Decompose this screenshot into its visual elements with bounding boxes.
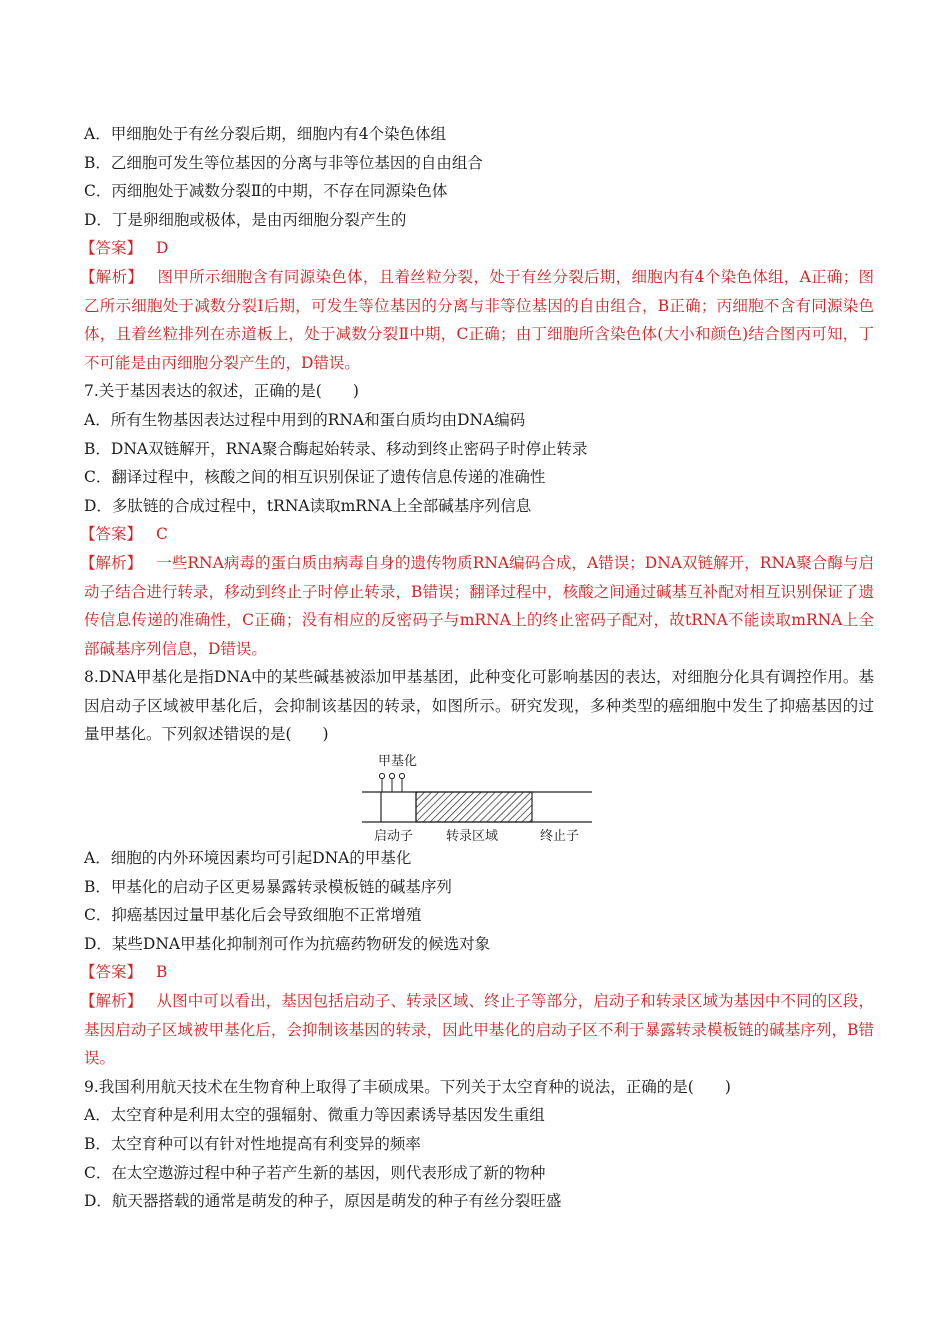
methyl-group-markers — [379, 773, 404, 792]
answer-tag: 【答案】 — [80, 963, 143, 982]
q7-stem: 7.关于基因表达的叙述，正确的是( ) — [84, 382, 359, 401]
analysis-text: 一些RNA病毒的蛋白质由病毒自身的遗传物质RNA编码合成，A错误；DNA双链解开，RNA聚合酶与启动子结合进行转录，移动到终止子时停止转录，B错误；翻译过程中，核酸之间通过碱基互补配对相互识别保证了遗传信息传递的准确性，C正确；没有相应的反密码子与mRNA上的终止密码子配对，故tRNA不能读取mRNA上全部碱基序列信息，D错误。 — [84, 553, 874, 658]
q9-stem: 9.我国利用航天技术在生物育种上取得了丰硕成果。下列关于太空育种的说法，正确的是( ) — [84, 1077, 731, 1096]
q6-option-b: B．乙细胞可发生等位基因的分离与非等位基因的自由组合 — [84, 153, 483, 172]
q8-option-a: A．细胞的内外环境因素均可引起DNA的甲基化 — [84, 849, 412, 868]
answer-value: B — [156, 963, 168, 982]
q6-option-d: D．丁是卵细胞或极体，是由丙细胞分裂产生的 — [84, 210, 407, 229]
answer-tag: 【答案】 — [80, 525, 143, 544]
q9-option-b: B．太空育种可以有针对性地提高有利变异的频率 — [84, 1135, 421, 1153]
q8-option-d: D．某些DNA甲基化抑制剂可作为抗癌药物研发的候选对象 — [84, 934, 491, 953]
q8-analysis — [80, 987, 874, 1073]
q9-option-c: C．在太空遨游过程中种子若产生新的基因，则代表形成了新的物种 — [84, 1163, 546, 1182]
document-page — [80, 120, 874, 1216]
q6-answer — [80, 234, 874, 263]
q9-option-a: A．太空育种是利用太空的强辐射、微重力等因素诱导基因发生重组 — [84, 1106, 545, 1125]
q8-stem: 8.DNA甲基化是指DNA中的某些碱基被添加甲基基团，此种变化可影响基因的表达，对细胞分化具有调控作用。基因启动子区域被甲基化后，会抑制该基因的转录，如图所示。研究发现，多种类型的癌细胞中发生了抑癌基因的过量甲基化。下列叙述错误的是( ) — [84, 668, 874, 744]
q7-option-a: A．所有生物基因表达过程中用到的RNA和蛋白质均由DNA编码 — [84, 410, 526, 429]
analysis-text: 图甲所示细胞含有同源染色体，且着丝粒分裂，处于有丝分裂后期，细胞内有4个染色体组，A正确；图乙所示细胞处于减数分裂Ⅰ后期，可发生等位基因的分离与非等位基因的自由组合，B正确；丙细胞不含有同源染色体，且着丝粒排列在赤道板上，处于减数分裂Ⅱ中期，C正确；由丁细胞所含染色体(大小和颜色)结合图丙可知，丁不可能是由丙细胞分裂产生的，D错误。 — [84, 267, 874, 372]
methylation-diagram — [84, 749, 874, 844]
analysis-tag: 【解析】 — [80, 992, 143, 1011]
analysis-tag: 【解析】 — [80, 267, 144, 286]
q7-option-b: B．DNA双链解开，RNA聚合酶起始转录、移动到终止密码子时停止转录 — [84, 439, 588, 458]
q9-option-d: D．航天器搭载的通常是萌发的种子，原因是萌发的种子有丝分裂旺盛 — [84, 1192, 562, 1211]
analysis-tag: 【解析】 — [80, 553, 143, 572]
promoter-label: 启动子 — [374, 829, 414, 845]
q7-answer — [80, 520, 874, 549]
transcribed-region-box — [416, 792, 532, 822]
q7-option-c: C．翻译过程中，核酸之间的相互识别保证了遗传信息传递的准确性 — [84, 468, 546, 487]
transcribed-region-label: 转录区域 — [446, 829, 499, 845]
answer-tag: 【答案】 — [80, 239, 143, 258]
q6-analysis — [80, 263, 874, 377]
answer-value: C — [156, 525, 168, 544]
analysis-text: 从图中可以看出，基因包括启动子、转录区域、终止子等部分，启动子和转录区域为基因中不同的区段，基因启动子区域被甲基化后，会抑制该基因的转录，因此甲基化的启动子区不利于暴露转录模板链的碱基序列，B错误。 — [84, 992, 874, 1068]
terminator-label: 终止子 — [540, 829, 580, 845]
q8-answer — [80, 958, 874, 987]
q8-option-c: C．抑癌基因过量甲基化后会导致细胞不正常增殖 — [84, 906, 422, 925]
methyl-label: 甲基化 — [378, 754, 418, 770]
gene-structure-svg — [354, 749, 594, 844]
answer-value: D — [156, 239, 169, 258]
q6-option-c: C．丙细胞处于减数分裂Ⅱ的中期，不存在同源染色体 — [84, 182, 448, 201]
q8-option-b: B．甲基化的启动子区更易暴露转录模板链的碱基序列 — [84, 877, 452, 896]
q7-option-d: D．多肽链的合成过程中，tRNA读取mRNA上全部碱基序列信息 — [84, 496, 532, 515]
q7-analysis — [80, 549, 874, 663]
q6-option-a: A．甲细胞处于有丝分裂后期，细胞内有4个染色体组 — [84, 125, 447, 143]
